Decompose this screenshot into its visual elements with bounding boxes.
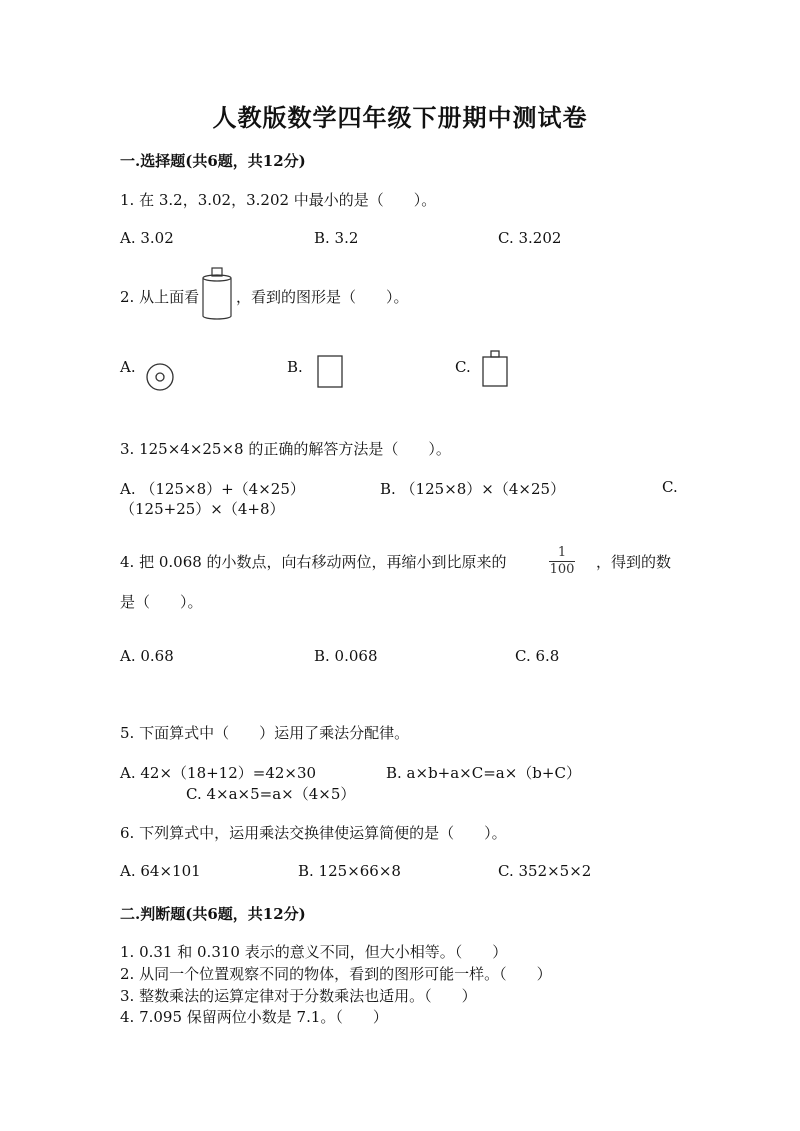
- question-1-option-a: A. 3.02: [120, 229, 174, 247]
- rectangle-icon: [316, 354, 344, 390]
- section-heading-choice: 一.选择题(共6题，共12分): [120, 152, 306, 170]
- question-5-text: 5. 下面算式中（ ）运用了乘法分配律。: [120, 724, 410, 742]
- question-5-option-c: C. 4×a×5=a×（4×5）: [186, 785, 356, 803]
- question-5-option-b: B. a×b+a×C=a×（b+C）: [386, 764, 581, 782]
- question-5-option-a: A. 42×（18+12）=42×30: [120, 764, 317, 782]
- question-3-option-c-label: C.: [662, 478, 678, 496]
- question-2-option-a: A.: [120, 358, 136, 376]
- question-1-option-c: C. 3.202: [498, 229, 562, 247]
- rectangle-with-tab-icon: [481, 349, 509, 389]
- question-3-text: 3. 125×4×25×8 的正确的解答方法是（ ）。: [120, 440, 451, 458]
- question-6-text: 6. 下列算式中，运用乘法交换律使运算简便的是（ ）。: [120, 824, 507, 842]
- question-3-option-b: B. （125×8）×（4×25）: [380, 480, 566, 498]
- question-4-option-b: B. 0.068: [314, 647, 378, 665]
- fraction-denominator: 100: [549, 562, 575, 577]
- question-4-text-cont: ，得到的数: [596, 553, 672, 571]
- judgment-item-1: 1. 0.31 和 0.310 表示的意义不同，但大小相等。（ ）: [120, 943, 508, 961]
- question-6-option-b: B. 125×66×8: [298, 862, 401, 880]
- judgment-item-4: 4. 7.095 保留两位小数是 7.1。（ ）: [120, 1008, 388, 1026]
- question-1-option-b: B. 3.2: [314, 229, 359, 247]
- concentric-circles-icon: [144, 361, 176, 393]
- fraction-numerator: 1: [557, 545, 567, 560]
- question-1-text: 1. 在 3.2，3.02，3.202 中最小的是（ ）。: [120, 191, 437, 209]
- judgment-item-3: 3. 整数乘法的运算定律对于分数乘法也适用。（ ）: [120, 987, 477, 1005]
- page-title: 人教版数学四年级下册期中测试卷: [212, 103, 588, 132]
- question-4-text-line2: 是（ ）。: [120, 593, 203, 611]
- question-2-option-b: B.: [287, 358, 303, 376]
- question-6-option-a: A. 64×101: [120, 862, 201, 880]
- question-3-option-a: A. （125×8）+（4×25）: [120, 480, 305, 498]
- judgment-item-2: 2. 从同一个位置观察不同的物体，看到的图形可能一样。（ ）: [120, 965, 552, 983]
- question-4-text: 4. 把 0.068 的小数点，向右移动两位，再缩小到比原来的: [120, 553, 507, 571]
- question-2-option-c: C.: [455, 358, 471, 376]
- question-4-option-a: A. 0.68: [120, 647, 174, 665]
- question-2-suffix: ，看到的图形是（ ）。: [236, 288, 409, 306]
- question-3-option-c-text: （125+25）×（4+8）: [120, 500, 285, 518]
- fraction-one-hundredth: [549, 546, 575, 577]
- question-2-prefix: 2. 从上面看: [120, 288, 200, 306]
- question-6-option-c: C. 352×5×2: [498, 862, 592, 880]
- cylinder-object-icon: [201, 266, 233, 322]
- question-4-option-c: C. 6.8: [515, 647, 560, 665]
- section-heading-judgment: 二.判断题(共6题，共12分): [120, 905, 306, 923]
